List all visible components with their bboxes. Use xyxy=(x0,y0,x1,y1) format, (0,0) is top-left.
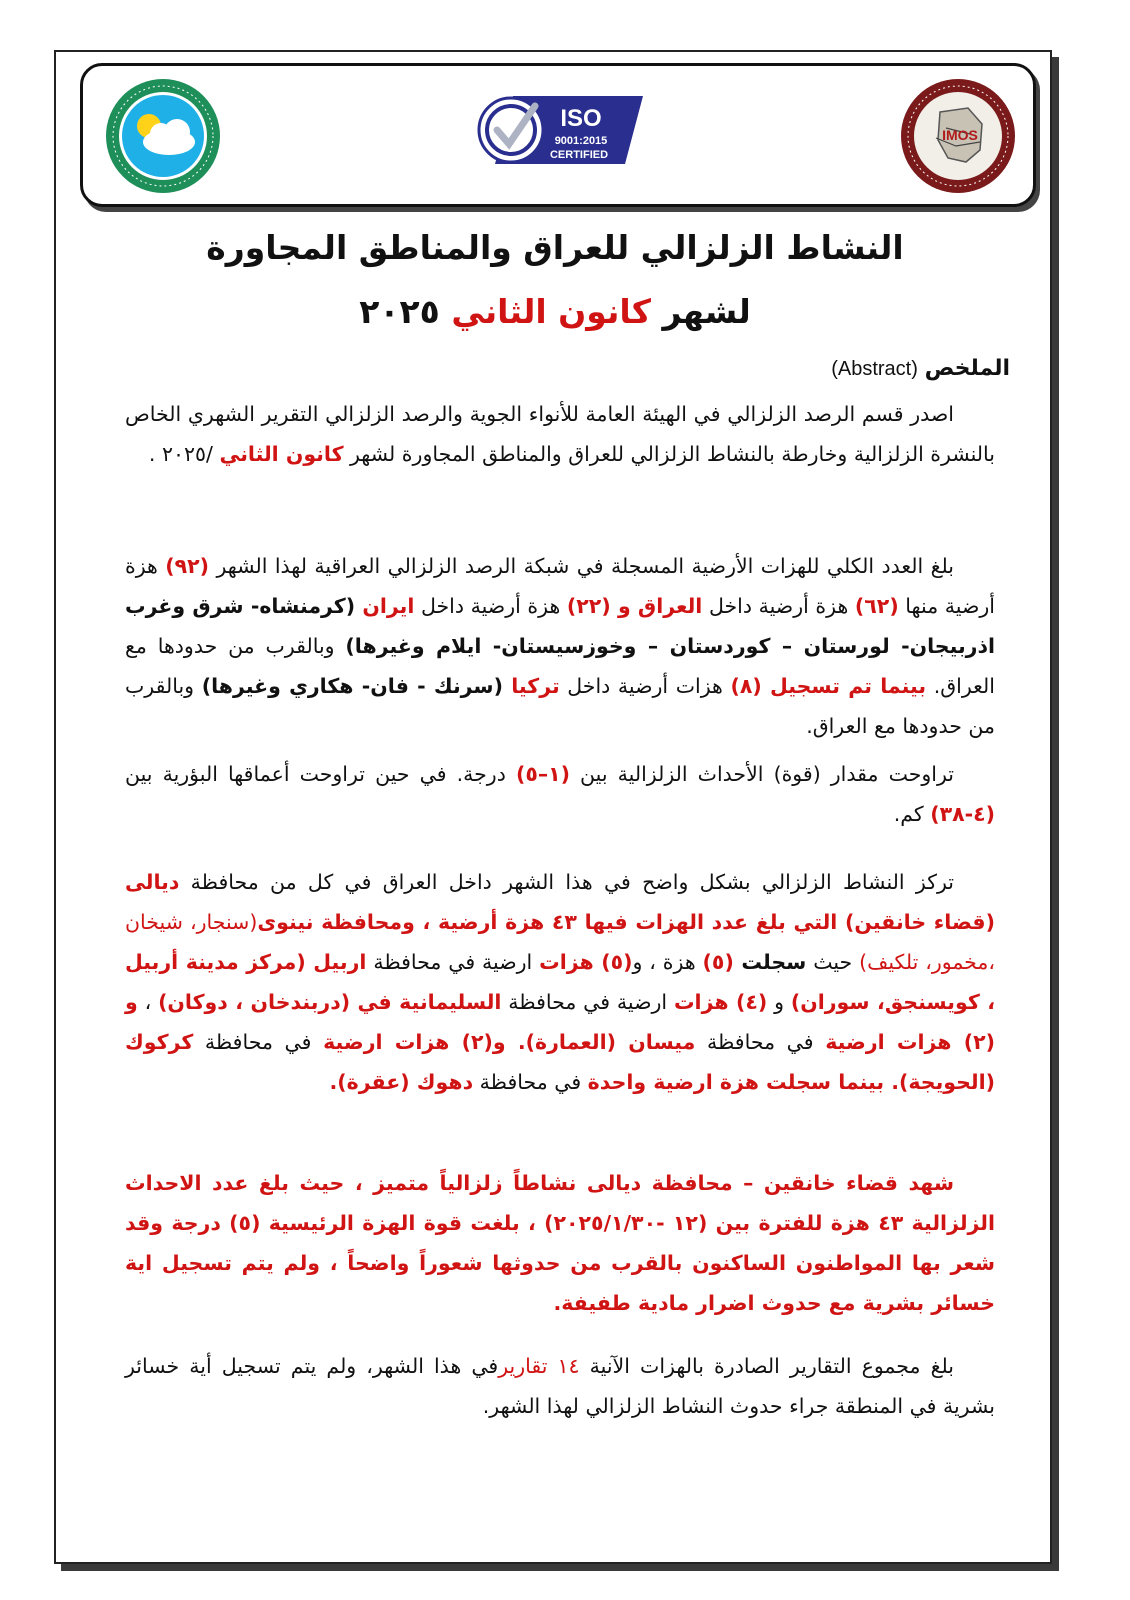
title-month: كانون الثاني xyxy=(451,292,651,331)
p4-text-10: في محافظة xyxy=(473,1070,588,1094)
p2-text-4: هزة أرضية داخل xyxy=(414,594,567,618)
p4-maysan: ميسان (العمارة). و(٢) هزات ارضية xyxy=(323,1030,696,1054)
p1-month: كانون الثاني xyxy=(219,442,344,466)
paragraph-total-events xyxy=(125,546,995,746)
paragraph-reports-summary xyxy=(125,1346,995,1426)
header-logo-box xyxy=(80,63,1036,207)
p3-text-2: درجة. في حين تراوحت أعماقها البؤرية بين xyxy=(125,762,516,786)
p6-text-1: بلغ مجموع التقارير الصادرة بالهزات الآنية xyxy=(579,1354,954,1378)
abstract-label: الملخص xyxy=(924,356,1010,381)
report-month-title xyxy=(80,292,1030,331)
p4-text-6: ارضية في محافظة xyxy=(501,990,674,1014)
p4-text-9: في محافظة xyxy=(193,1030,324,1054)
abstract-heading xyxy=(831,356,1010,381)
p1-year: /٢٠٢٥ . xyxy=(148,442,220,466)
p4-text-3: هزة ، و xyxy=(632,950,703,974)
p4-ninawa-districts: (سنجار، شيخان ،مخمور، تلكيف) xyxy=(125,910,996,974)
p4-text-2: حيث xyxy=(806,950,860,974)
p3-depth-range: (٤-٣٨) xyxy=(930,802,995,826)
p4-sulaymaniyah: السليمانية في (دربندخان ، دوكان) xyxy=(158,990,502,1014)
p2-text-2: هزة أرضية منها xyxy=(125,554,995,618)
paragraph-activity-regions xyxy=(125,862,995,1102)
p4-erbil: اربيل (مركز مدينة أربيل ، كويسنجق، سوران) xyxy=(125,950,996,1014)
p4-text-1: تركز النشاط الزلزالي بشكل واضح في هذا الشهر داخل العراق في كل من محافظة xyxy=(179,870,954,894)
abstract-english-label: (Abstract) xyxy=(831,358,918,380)
meteorology-organization-logo xyxy=(103,76,223,196)
iso-label: ISO xyxy=(560,105,602,132)
iso-certified-logo xyxy=(473,88,643,168)
p2-text-6: هزات أرضية داخل xyxy=(559,674,731,698)
p2-text-5: وبالقرب من حدودها مع العراق. xyxy=(125,634,995,698)
p4-duhok: دهوك (عقرة). xyxy=(329,1070,474,1094)
p2-iraq-count: (٦٢) xyxy=(854,594,899,618)
paragraph-intro xyxy=(125,394,995,474)
p2-iraq-iran: العراق و (٢٢) xyxy=(566,594,703,618)
title-year: ٢٠٢٥ xyxy=(359,292,452,331)
p2-iran-regions: (كرمنشاه- شرق وغرب اذربيجان- لورستان – كوردستان – وخوزسيستان- ايلام وغيرها) xyxy=(125,594,995,658)
p4-recorded: سجلت xyxy=(741,950,807,974)
p4-text-5: و xyxy=(767,990,791,1014)
p2-iran: ايران xyxy=(362,594,415,618)
p2-turkey-count: بينما تم تسجيل (٨) xyxy=(730,674,927,698)
p4-text-4: ارضية في محافظة xyxy=(366,950,540,974)
p4-diyala-ninawa: ديالى (قضاء خانقين) التي بلغ عدد الهزات فيها ٤٣ هزة أرضية ، ومحافظة نينوى xyxy=(125,870,995,934)
paragraph-magnitude-depth xyxy=(125,754,995,834)
p6-text-2: في هذا الشهر، ولم يتم تسجيل أية خسائر بشرية في المنطقة جراء حدوث النشاط الزلزالي لهذا الشهر. xyxy=(125,1354,995,1418)
p4-text-7: ، xyxy=(137,990,159,1014)
p2-turkey-regions: (سرنك - فان- هكاري وغيرها) xyxy=(201,674,512,698)
p4-count-4: و (٢) هزات ارضية xyxy=(125,990,995,1054)
p2-text-7: وبالقرب من حدودها مع العراق. xyxy=(125,674,995,738)
p5-text: شهد قضاء خانقين – محافظة ديالى نشاطاً زلزالياً متميز ، حيث بلغ عدد الاحداث الزلزالية ٤٣ هزة للفترة بين (١٢ -٢٠٢٥/١/٣٠) ، بلغت قوة الهزة الرئيسية (٥) درجة وقد شعر بها المواطنون الساكنون بالقرب من حدوثها شعوراً واضحاً ، ولم يتم تسجيل اية خسائر بشرية مع حدوث اضرار مادية طفيفة. xyxy=(125,1171,996,1315)
p6-report-count: ١٤ تقارير xyxy=(498,1354,580,1378)
p1-text: اصدر قسم الرصد الزلزالي في الهيئة العامة للأنواء الجوية والرصد الزلزالي التقرير الشهري الخاص بالنشرة الزلزالية وخارطة بالنشاط الزلزالي للعراق والمناطق المجاورة لشهر xyxy=(125,402,995,466)
p3-text-1: تراوحت مقدار (قوة) الأحداث الزلزالية بين xyxy=(569,762,954,786)
p2-text-3: هزة أرضية داخل xyxy=(702,594,855,618)
iso-standard-label: 9001:2015 xyxy=(554,135,608,147)
paragraph-khanaqin-activity xyxy=(125,1163,995,1323)
iso-certified-label: CERTIFIED xyxy=(549,149,609,161)
imos-label: IMOS xyxy=(942,127,978,143)
imos-logo xyxy=(898,76,1018,196)
p4-text-8: في محافظة xyxy=(695,1030,826,1054)
p4-kirkuk: كركوك (الحويجة). بينما سجلت هزة ارضية واحدة xyxy=(125,1030,995,1094)
title-prefix: لشهر xyxy=(650,292,751,331)
p2-total-count: (٩٢) xyxy=(165,554,210,578)
p2-text-1: بلغ العدد الكلي للهزات الأرضية المسجلة في شبكة الرصد الزلزالي العراقية لهذا الشهر xyxy=(209,554,954,578)
p2-turkey: تركيا xyxy=(511,674,560,698)
p3-magnitude-range: (١–٥) xyxy=(515,762,570,786)
p4-count-1: (٥) xyxy=(702,950,742,974)
p4-count-2: (٥) هزات xyxy=(539,950,633,974)
p3-text-3: كم. xyxy=(893,802,931,826)
p4-count-3: (٤) هزات xyxy=(673,990,768,1014)
page-title: النشاط الزلزالي للعراق والمناطق المجاورة xyxy=(206,228,904,267)
